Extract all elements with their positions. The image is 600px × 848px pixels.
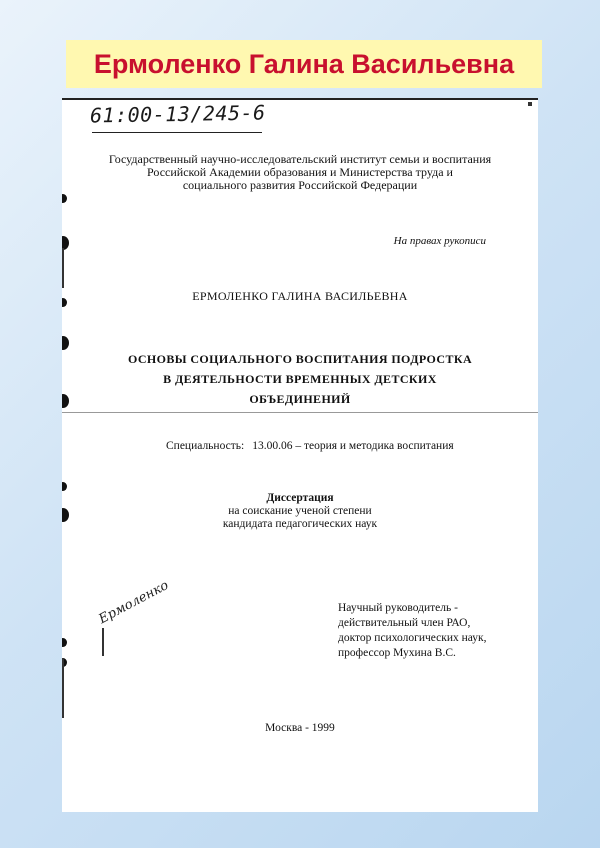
institute-line: социального развития Российской Федерации xyxy=(182,178,418,192)
dissertation-line: кандидата педагогических наук xyxy=(222,518,378,530)
dissertation-heading: Диссертация xyxy=(266,492,334,504)
title-banner xyxy=(66,40,542,88)
institute-name xyxy=(62,153,538,192)
topic-line: В ДЕЯТЕЛЬНОСТИ ВРЕМЕННЫХ ДЕТСКИХ xyxy=(163,372,437,386)
scan-speck xyxy=(528,102,532,106)
author-name: ЕРМОЛЕНКО ГАЛИНА ВАСИЛЬЕВНА xyxy=(192,289,408,303)
handwritten-signature: Ермоленко xyxy=(96,577,172,628)
supervisor-block xyxy=(338,601,487,661)
supervisor-line: Научный руководитель - xyxy=(338,602,458,614)
supervisor-line: профессор Мухина В.С. xyxy=(338,647,456,659)
scanned-page xyxy=(62,98,538,812)
edge-shadow xyxy=(62,658,64,718)
topic-line: ОБЪЕДИНЕНИЙ xyxy=(249,392,351,406)
punch-hole xyxy=(62,482,67,491)
dissertation-block xyxy=(62,492,538,531)
topic-line: ОСНОВЫ СОЦИАЛЬНОГО ВОСПИТАНИЯ ПОДРОСТКА xyxy=(127,352,473,366)
edge-shadow xyxy=(62,248,64,288)
punch-hole xyxy=(62,336,69,350)
punch-hole xyxy=(62,194,67,203)
city-year: Москва - 1999 xyxy=(265,722,335,734)
dissertation-topic xyxy=(62,349,538,409)
fold-line xyxy=(62,412,538,413)
signature-stroke xyxy=(102,628,104,656)
specialty xyxy=(166,440,454,452)
archive-code: 61:00-13/245-6 xyxy=(89,100,266,128)
supervisor-line: действительный член РАО, xyxy=(338,617,471,629)
banner-title: Ермоленко Галина Васильевна xyxy=(93,48,515,79)
institute-line: Российской Академии образования и Министерства труда и xyxy=(147,165,453,179)
archive-code-underline xyxy=(92,132,262,133)
specialty-label: Специальность: xyxy=(166,440,245,452)
punch-hole xyxy=(62,638,67,647)
dissertation-line: на соискание ученой степени xyxy=(228,505,372,517)
page-top-edge xyxy=(62,98,538,100)
specialty-value: 13.00.06 – теория и методика воспитания xyxy=(252,440,454,452)
institute-line: Государственный научно-исследовательский институт семьи и воспитания xyxy=(108,152,492,166)
supervisor-line: доктор психологических наук, xyxy=(338,632,487,644)
rights-note: На правах рукописи xyxy=(393,235,486,247)
